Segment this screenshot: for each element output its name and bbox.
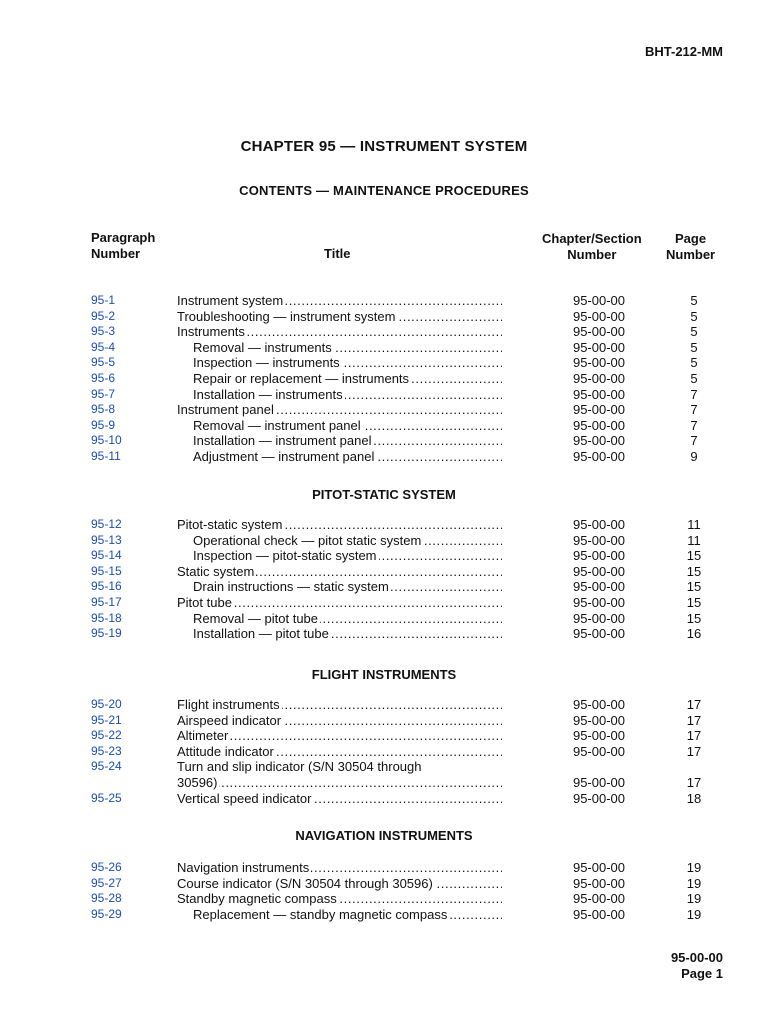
toc-row [0,433,768,449]
paragraph-number[interactable]: 95-25 [91,790,122,805]
paragraph-number[interactable]: 95-3 [91,324,116,339]
paragraph-number[interactable]: 95-14 [91,548,122,563]
chapter-title: CHAPTER 95 — INSTRUMENT SYSTEM [240,138,528,155]
entry-title [193,907,502,923]
page-number: 7 [690,417,698,433]
chapter-section-number: 95-00-00 [572,324,626,340]
entry-title [177,744,502,760]
toc-row [0,564,768,580]
header-page-number [666,231,715,263]
toc-row [0,517,768,533]
entry-title-text: Turn and slip indicator (S/N 30504 through [177,759,422,775]
chapter-section-number: 95-00-00 [572,610,626,626]
chapter-section-number: 95-00-00 [572,532,626,548]
paragraph-number[interactable]: 95-21 [91,712,122,727]
page-number: 15 [686,610,702,626]
footer-page-number: Page 1 [681,966,723,981]
paragraph-number[interactable]: 95-20 [91,697,122,711]
entry-title-text: Replacement — standby magnetic compass [193,906,448,922]
chapter-section-number: 95-00-00 [572,371,626,386]
page-number: 9 [690,449,698,464]
entry-title-text: Troubleshooting — instrument system [177,308,396,324]
entry-title-text: Altimeter [177,728,229,744]
entry-title [177,713,502,729]
page-number: 5 [690,293,698,308]
page-number: 5 [690,339,698,355]
entry-title-text: Removal — instruments [193,339,332,355]
page-number: 15 [686,595,702,610]
section-heading: PITOT-STATIC SYSTEM [312,487,456,502]
entry-title [193,579,502,595]
entry-title [193,548,502,564]
entry-title [177,891,502,907]
chapter-section-number: 95-00-00 [572,433,626,449]
paragraph-number[interactable]: 95-19 [91,626,122,641]
paragraph-number[interactable]: 95-8 [91,402,116,417]
document-id: BHT-212-MM [644,44,723,59]
page-number: 16 [686,626,702,642]
paragraph-number[interactable]: 95-2 [91,308,116,323]
paragraph-number[interactable]: 95-5 [91,355,116,370]
toc-row [0,713,768,729]
page-number: 15 [686,548,702,564]
paragraph-number[interactable]: 95-27 [91,875,122,890]
toc-row [0,744,768,760]
paragraph-number[interactable]: 95-1 [91,293,116,307]
entry-title-text: Attitude indicator [177,743,274,759]
entry-title [177,775,502,791]
page-number: 15 [686,579,702,595]
toc-row [0,775,768,791]
page-number: 5 [690,324,698,340]
page-number: 19 [686,891,702,907]
entry-title-text: Adjustment — instrument panel [193,449,375,464]
entry-title-text: Airspeed indicator [177,712,282,728]
entry-title [193,371,502,387]
entry-title [177,402,502,418]
page-number: 5 [690,371,698,386]
entry-title-text: Inspection — pitot-static system [193,548,377,564]
paragraph-number[interactable]: 95-18 [91,610,122,625]
entry-title [193,611,502,627]
header-paragraph-number [91,230,155,262]
page-number: 7 [690,386,698,402]
toc-row [0,626,768,642]
entry-title [177,564,502,580]
toc-row [0,759,768,775]
chapter-section-number: 95-00-00 [572,743,626,759]
section-heading: NAVIGATION INSTRUMENTS [295,828,473,843]
entry-title-text: Course indicator (S/N 30504 through 30596) [177,875,433,891]
toc-row [0,371,768,387]
entry-title [177,876,502,892]
chapter-section-number: 95-00-00 [572,308,626,324]
paragraph-number[interactable]: 95-22 [91,728,122,743]
toc-row [0,579,768,595]
chapter-section-number: 95-00-00 [572,906,626,922]
paragraph-number[interactable]: 95-9 [91,417,116,432]
paragraph-number[interactable]: 95-7 [91,386,116,401]
toc-row [0,548,768,564]
page-number: 17 [686,728,702,744]
toc-row [0,402,768,418]
page-number: 18 [686,790,702,806]
page-number: 7 [690,402,698,418]
toc-row [0,293,768,309]
header-paragraph-line-2: Number [91,246,141,261]
toc-row [0,418,768,434]
entry-title-text: Instrument panel [177,402,274,418]
toc-row [0,355,768,371]
paragraph-number[interactable]: 95-10 [91,433,122,448]
toc-row [0,611,768,627]
paragraph-number[interactable]: 95-29 [91,906,122,921]
chapter-section-number: 95-00-00 [572,402,626,418]
paragraph-number[interactable]: 95-15 [91,563,122,578]
entry-title [193,387,502,403]
entry-title [177,324,502,340]
toc-row [0,860,768,876]
header-chapter-section-number [542,231,642,263]
toc-row [0,697,768,713]
chapter-section-number: 95-00-00 [572,293,626,308]
page-number: 19 [686,860,702,875]
entry-title-text: Navigation instruments [177,860,310,875]
toc-row [0,309,768,325]
paragraph-number[interactable]: 95-26 [91,860,122,874]
chapter-section-number: 95-00-00 [572,548,626,564]
page-number: 17 [686,743,702,759]
entry-title-text: Operational check — pitot static system [193,532,422,548]
chapter-section-number: 95-00-00 [572,595,626,610]
entry-title [193,433,502,449]
chapter-section-number: 95-00-00 [572,355,626,371]
footer-section-code: 95-00-00 [670,950,723,965]
entry-title-text: Flight instruments [177,697,280,712]
entry-title [193,418,502,434]
page-number: 17 [686,697,702,712]
entry-title [177,697,502,713]
chapter-section-number: 95-00-00 [572,626,626,642]
chapter-section-number: 95-00-00 [572,875,626,891]
entry-title-text: Drain instructions — static system [193,579,389,595]
paragraph-number[interactable]: 95-24 [91,759,122,774]
entry-title-text: 30596) [177,775,218,790]
chapter-section-number: 95-00-00 [572,339,626,355]
toc-row [0,876,768,892]
entry-title [193,449,502,465]
chapter-section-number: 95-00-00 [572,579,626,595]
chapter-section-number: 95-00-00 [572,417,626,433]
entry-title [177,860,502,876]
contents-title: CONTENTS — MAINTENANCE PROCEDURES [239,183,529,198]
entry-title-text: Installation — pitot tube [193,626,329,642]
page-number: 5 [690,355,698,371]
entry-title-text: Standby magnetic compass [177,891,337,907]
page-number: 19 [686,906,702,922]
page-number: 5 [690,308,698,324]
entry-title-text: Inspection — instruments [193,355,340,371]
entry-title-text: Pitot tube [177,595,232,610]
chapter-section-number: 95-00-00 [572,775,626,790]
paragraph-number[interactable]: 95-6 [91,371,116,385]
page-number: 17 [686,775,702,790]
header-chapter-line-1: Chapter/Section [542,231,642,246]
chapter-section-number: 95-00-00 [572,697,626,712]
entry-title-text: Instruments [177,324,245,340]
entry-title [177,309,502,325]
header-page-line-2: Number [666,247,716,262]
chapter-section-number: 95-00-00 [572,386,626,402]
page-number: 17 [686,712,702,728]
entry-title [177,293,502,309]
entry-title [193,340,502,356]
entry-title-text: Pitot-static system [177,517,283,532]
entry-title [177,595,502,611]
paragraph-number[interactable]: 95-23 [91,743,122,758]
toc-row [0,595,768,611]
entry-title [177,728,502,744]
header-page-line-1: Page [675,231,707,246]
chapter-section-number: 95-00-00 [572,563,626,579]
paragraph-number[interactable]: 95-4 [91,339,116,354]
toc-row [0,533,768,549]
entry-title [177,791,502,807]
toc-row [0,791,768,807]
entry-title-text: Removal — pitot tube [193,610,319,626]
toc-row [0,891,768,907]
chapter-section-number: 95-00-00 [572,728,626,744]
entry-title-text: Removal — instrument panel [193,417,361,433]
chapter-section-number: 95-00-00 [572,790,626,806]
toc-row [0,324,768,340]
toc-row [0,449,768,465]
chapter-section-number: 95-00-00 [572,517,626,532]
entry-title [193,626,502,642]
paragraph-number[interactable]: 95-12 [91,517,122,531]
entry-title [193,533,502,549]
header-title: Title [324,246,351,261]
chapter-section-number: 95-00-00 [572,860,626,875]
toc-row [0,340,768,356]
entry-title-text: Instrument system [177,293,284,308]
page-number: 7 [690,433,698,449]
page-number: 11 [687,532,701,548]
paragraph-number[interactable]: 95-17 [91,595,122,609]
paragraph-number[interactable]: 95-11 [91,449,121,463]
entry-title-text: Vertical speed indicator [177,790,312,806]
entry-title [177,759,502,775]
entry-title-text: Repair or replacement — instruments [193,371,410,386]
header-chapter-line-2: Number [567,247,617,262]
toc-row [0,387,768,403]
chapter-section-number: 95-00-00 [572,712,626,728]
toc-row [0,907,768,923]
entry-title-text: Installation — instrument panel [193,433,372,449]
chapter-section-number: 95-00-00 [572,891,626,907]
entry-title-text: Installation — instruments [193,386,343,402]
entry-title-text: Static system [177,563,255,579]
page-number: 19 [686,875,702,891]
paragraph-number[interactable]: 95-28 [91,891,122,906]
toc-row [0,728,768,744]
entry-title [193,355,502,371]
page-number: 11 [687,517,701,532]
header-paragraph-line-1: Paragraph [91,230,156,245]
paragraph-number[interactable]: 95-13 [91,532,122,547]
page-number: 15 [686,563,702,579]
chapter-section-number: 95-00-00 [572,449,626,464]
section-heading: FLIGHT INSTRUMENTS [311,667,457,682]
entry-title [177,517,502,533]
paragraph-number[interactable]: 95-16 [91,579,122,594]
